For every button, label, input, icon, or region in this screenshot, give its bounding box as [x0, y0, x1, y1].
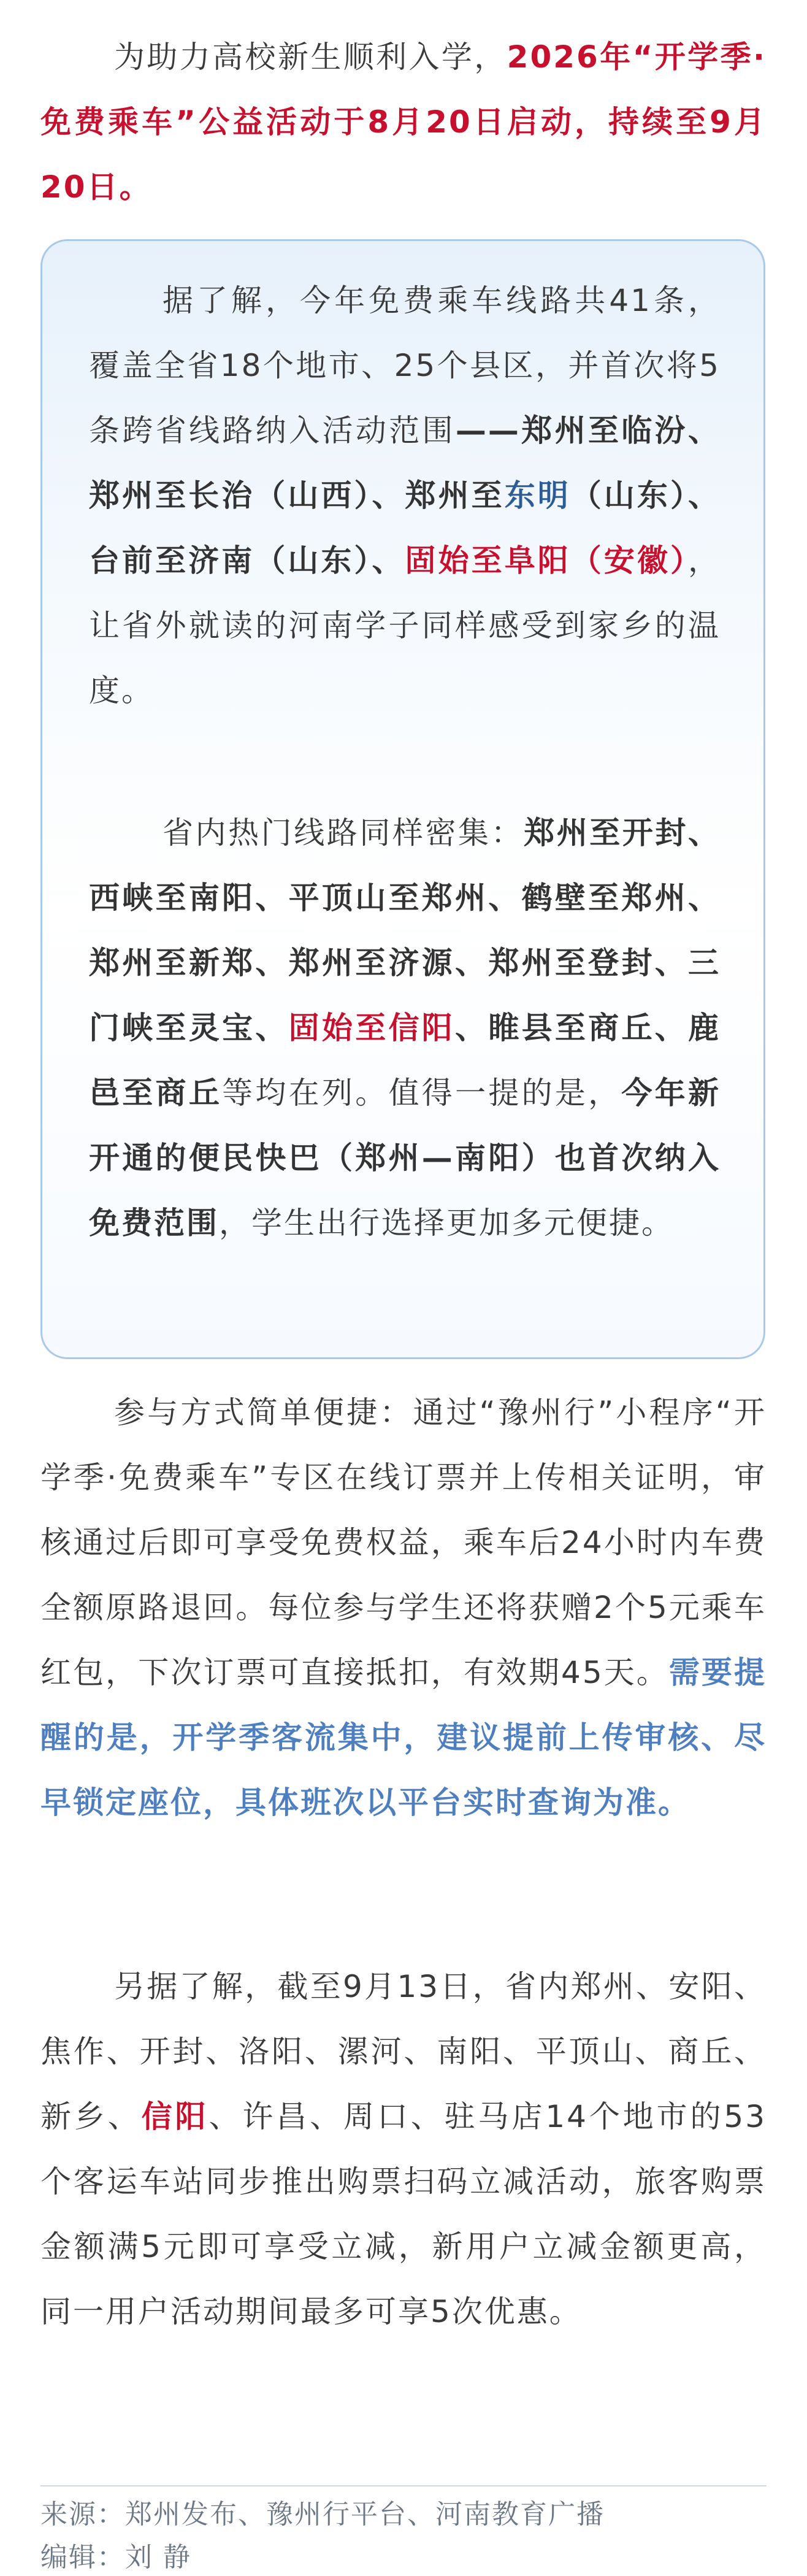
editor-line: 编辑：刘 静	[40, 2542, 191, 2573]
participation-reminder: 需要提醒的是，开学季客流集中，建议提前上传审核、尽早锁定座位，具体班次以平台实时查询为准。	[40, 1655, 767, 1820]
participation-text: 参与方式简单便捷：通过“豫州行”小程序“开学季·免费乘车”专区在线订票并上传相关证明，审核通过后即可享受免费权益，乘车后24小时内车费全额原路退回。每位参与学生还将获赠2个5元乘车红包，下次订票可直接抵扣，有效期45天。	[40, 1395, 767, 1690]
routes-paragraph-2	[89, 800, 721, 1255]
routes-paragraph-1	[89, 268, 721, 723]
routes-p2-text: 省内热门线路同样密集：	[163, 815, 524, 851]
routes-box	[40, 239, 765, 1359]
discount-xinyang: 信阳	[141, 2099, 209, 2134]
discount-text: 另据了解，截至9月13日，省内郑州、安阳、焦作、开封、洛阳、漯河、南阳、平顶山、商丘、新乡、	[40, 1969, 767, 2134]
routes-p2-bold-2: 、睢县至商丘、鹿邑至商丘	[89, 1010, 721, 1111]
source-line: 来源：郑州发布、豫州行平台、河南教育广播	[40, 2499, 605, 2530]
participation-paragraph	[40, 1380, 767, 1835]
routes-p2-bold-3: 今年新开通的便民快巴（郑州—南阳）也首次纳入免费范围	[89, 1075, 721, 1241]
routes-p1-bold-1: ——郑州至临汾、郑州至长治（山西）、郑州至	[89, 413, 721, 513]
routes-p1-text: 据了解，今年免费乘车线路共41条，覆盖全省18个地市、25个县区，并首次将5条跨省线路纳入活动范围	[89, 283, 721, 448]
routes-p2-text-2: 等均在列。值得一提的是，	[222, 1075, 622, 1111]
discount-text-2: 、许昌、周口、驻马店14个地市的53个客运车站同步推出购票扫码立减活动，旅客购票金额满5元即可享受立减，新用户立减金额更高，同一用户活动期间最多可享5次优惠。	[40, 2099, 767, 2329]
intro-paragraph	[40, 25, 767, 220]
footer-divider	[40, 2485, 767, 2486]
routes-p2-bold-1: 郑州至开封、西峡至南阳、平顶山至郑州、鹤壁至郑州、郑州至新郑、郑州至济源、郑州至登封、三门峡至灵宝、	[89, 815, 721, 1046]
routes-p1-bold-2: （山东）、台前至济南（山东）、	[89, 478, 721, 578]
routes-p1-text-2: ，让省外就读的河南学子同样感受到家乡的温度。	[89, 543, 721, 708]
discount-paragraph	[40, 1954, 767, 2344]
routes-p1-dongming: 东明	[504, 478, 571, 513]
routes-p1-red: 固始至阜阳（安徽）	[405, 543, 689, 578]
routes-p2-text-3: ，学生出行选择更加多元便捷。	[219, 1205, 674, 1241]
intro-highlight: 2026年“开学季·免费乘车”公益活动于8月20日启动，持续至9月20日。	[40, 39, 767, 205]
routes-p2-red: 固始至信阳	[288, 1010, 456, 1046]
intro-lead: 为助力高校新生顺利入学，	[114, 39, 507, 75]
